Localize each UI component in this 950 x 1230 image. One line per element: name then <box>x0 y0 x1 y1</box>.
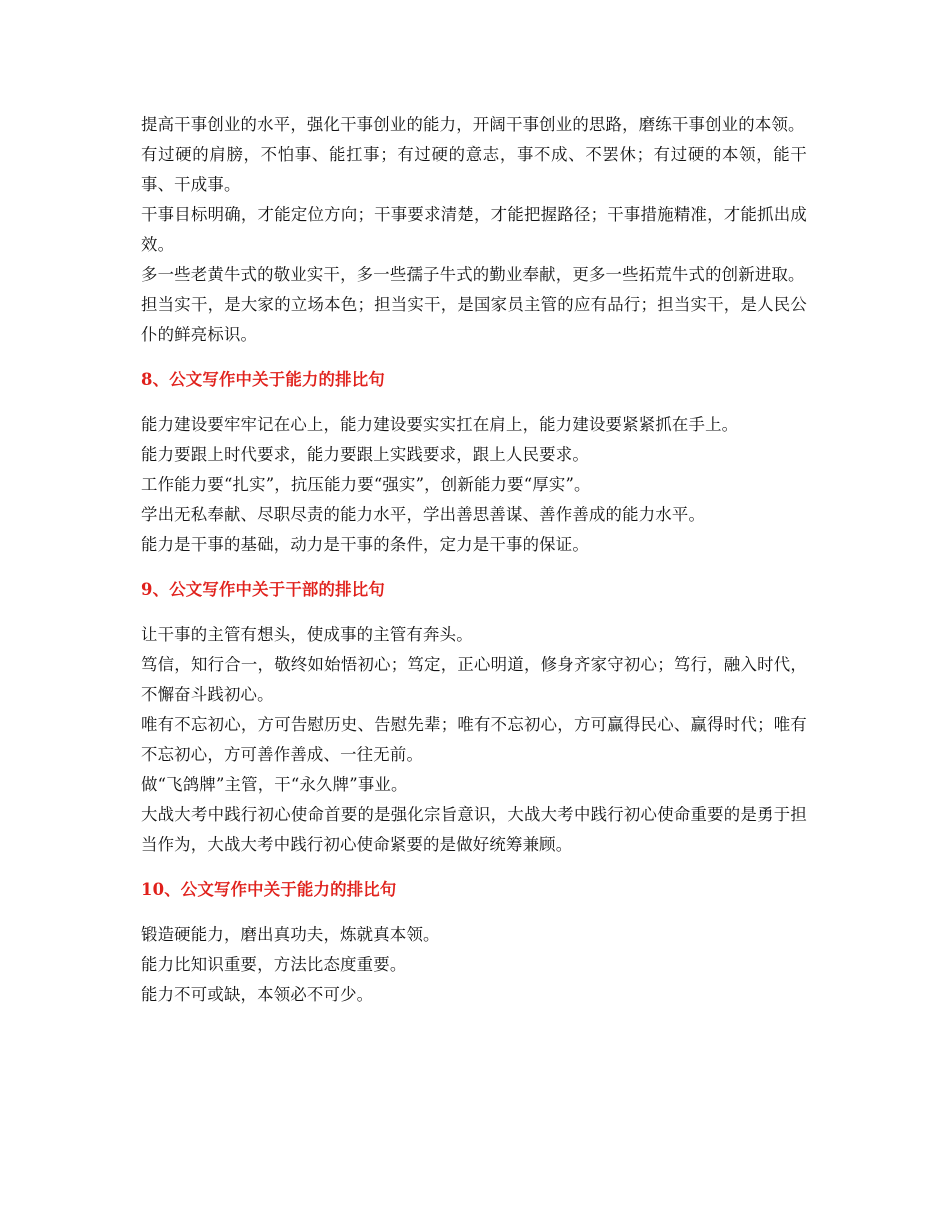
section-9 <box>141 575 807 860</box>
paragraph: 让干事的主管有想头，使成事的主管有奔头。 <box>141 625 473 644</box>
paragraph: 提高干事创业的水平，强化干事创业的能力，开阔干事创业的思路，磨练干事创业的本领。 <box>141 115 805 134</box>
document-page <box>141 110 807 1010</box>
paragraph: 多一些老黄牛式的敬业实干，多一些孺子牛式的勤业奉献，更多一些拓荒牛式的创新进取。 <box>141 265 805 284</box>
paragraph: 笃信，知行合一，敬终如始悟初心；笃定，正心明道，修身齐家守初心；笃行，融入时代，不懈奋斗践初心。 <box>141 655 807 704</box>
section-heading: 8、公文写作中关于能力的排比句 <box>141 370 385 389</box>
paragraph: 能力比知识重要，方法比态度重要。 <box>141 955 407 974</box>
intro-block <box>141 110 807 350</box>
paragraph: 能力要跟上时代要求，能力要跟上实践要求，跟上人民要求。 <box>141 445 589 464</box>
section-heading: 10、公文写作中关于能力的排比句 <box>141 880 397 899</box>
paragraph: 能力建设要牢牢记在心上，能力建设要实实扛在肩上，能力建设要紧紧抓在手上。 <box>141 415 739 434</box>
paragraph: 能力是干事的基础，动力是干事的条件，定力是干事的保证。 <box>141 535 589 554</box>
paragraph: 有过硬的肩膀，不怕事、能扛事；有过硬的意志，事不成、不罢休；有过硬的本领，能干事、干成事。 <box>141 145 807 194</box>
paragraph: 唯有不忘初心，方可告慰历史、告慰先辈；唯有不忘初心，方可赢得民心、赢得时代；唯有不忘初心，方可善作善成、一往无前。 <box>141 715 807 764</box>
paragraph: 大战大考中践行初心使命首要的是强化宗旨意识，大战大考中践行初心使命重要的是勇于担当作为，大战大考中践行初心使命紧要的是做好统筹兼顾。 <box>141 805 807 854</box>
paragraph: 工作能力要“扎实”，抗压能力要“强实”，创新能力要“厚实”。 <box>141 475 591 494</box>
section-heading: 9、公文写作中关于干部的排比句 <box>141 580 385 599</box>
paragraph: 学出无私奉献、尽职尽责的能力水平，学出善思善谋、善作善成的能力水平。 <box>141 505 706 524</box>
paragraph: 干事目标明确，才能定位方向；干事要求清楚，才能把握路径；干事措施精准，才能抓出成效。 <box>141 205 807 254</box>
paragraph: 做“飞鸽牌”主管，干“永久牌”事业。 <box>141 775 408 794</box>
paragraph: 担当实干，是大家的立场本色；担当实干，是国家员主管的应有品行；担当实干，是人民公仆的鲜亮标识。 <box>141 295 807 344</box>
section-8 <box>141 365 807 560</box>
paragraph: 锻造硬能力，磨出真功夫，炼就真本领。 <box>141 925 440 944</box>
section-10 <box>141 875 807 1010</box>
paragraph: 能力不可或缺，本领必不可少。 <box>141 985 374 1004</box>
